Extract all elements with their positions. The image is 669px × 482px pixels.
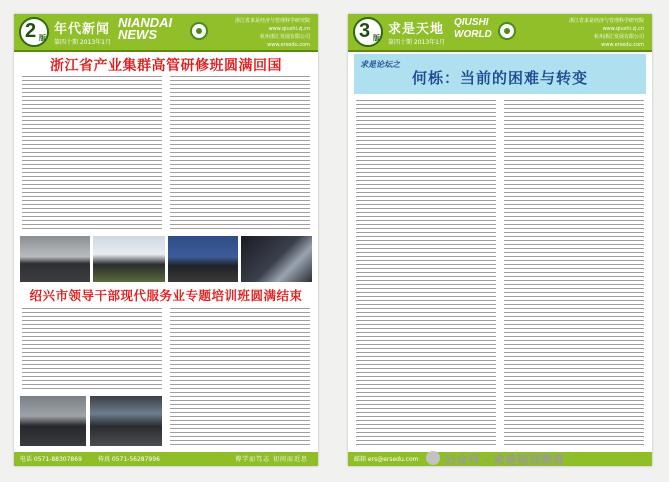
org-line: 浙江省求是经济与管理科学研究院: [568, 18, 644, 24]
classroom-photo: [90, 396, 162, 446]
page-number-badge: [353, 17, 383, 47]
headline-1: 浙江省产业集群高管研修班圆满回国: [50, 58, 282, 74]
watermark: 公众号 · 求是培训教育: [444, 453, 565, 467]
page-number: 3: [359, 20, 371, 42]
article-banner: [354, 54, 646, 94]
page-number: 2: [25, 20, 37, 42]
fax-number: 传真 0571-56287996: [98, 456, 160, 463]
wechat-icon: [426, 451, 440, 465]
org-line: 杭州浙汇发展有限公司: [259, 34, 310, 40]
org-logo-icon: [498, 22, 516, 40]
issue-date: 第四十期 2013年1月: [54, 39, 111, 46]
page-footer: [14, 452, 318, 466]
group-photo: [168, 236, 238, 282]
article-title: 何栎：当前的困难与转变: [412, 69, 589, 87]
newspaper-page-2: [14, 14, 318, 466]
org-info: [559, 17, 644, 49]
issue-date: 第四十期 2013年1月: [388, 39, 445, 46]
page-suffix: 版: [373, 34, 380, 42]
article-text-block: [22, 308, 162, 392]
email-address: 邮箱 ers@ersedu.com: [354, 456, 419, 463]
org-line: 浙江省求是经济与管理科学研究院: [234, 18, 310, 24]
group-photo: [20, 236, 90, 282]
page-suffix: 版: [39, 34, 46, 42]
phone-number: 电话 0571-88307869: [20, 456, 82, 463]
group-photo: [20, 396, 86, 446]
article-text-block: [22, 76, 162, 232]
org-info: [225, 17, 310, 49]
page-header: [14, 14, 318, 52]
org-line: www.ersedu.com: [267, 42, 310, 48]
article-text-block: [504, 100, 644, 446]
article-text-block: [170, 76, 310, 232]
headline-2: 绍兴市领导干部现代服务业专题培训班圆满结束: [29, 288, 303, 303]
org-line: www.qiushi.zj.cn: [268, 26, 310, 32]
series-label: 求是论坛之: [360, 59, 400, 69]
column-title: 年代新闻: [54, 22, 111, 37]
org-line: www.qiushi.zj.cn: [602, 26, 644, 32]
motto: 博学而笃志 切问而近思: [235, 456, 308, 463]
group-photo: [93, 236, 165, 282]
column-title-en: NIANDAI NEWS: [118, 15, 173, 42]
page-number-badge: [19, 17, 49, 47]
org-logo-icon: [190, 22, 208, 40]
org-line: www.ersedu.com: [601, 42, 644, 48]
article-text-block: [356, 100, 496, 446]
column-title: 求是天地: [388, 22, 445, 37]
article-text-block: [170, 308, 310, 446]
org-line: 杭州浙汇发展有限公司: [593, 34, 644, 40]
column-title-en: QIUSHI WORLD: [454, 17, 492, 40]
page-header: [348, 14, 652, 52]
presentation-photo: [241, 236, 312, 282]
newspaper-page-3: [348, 14, 652, 466]
